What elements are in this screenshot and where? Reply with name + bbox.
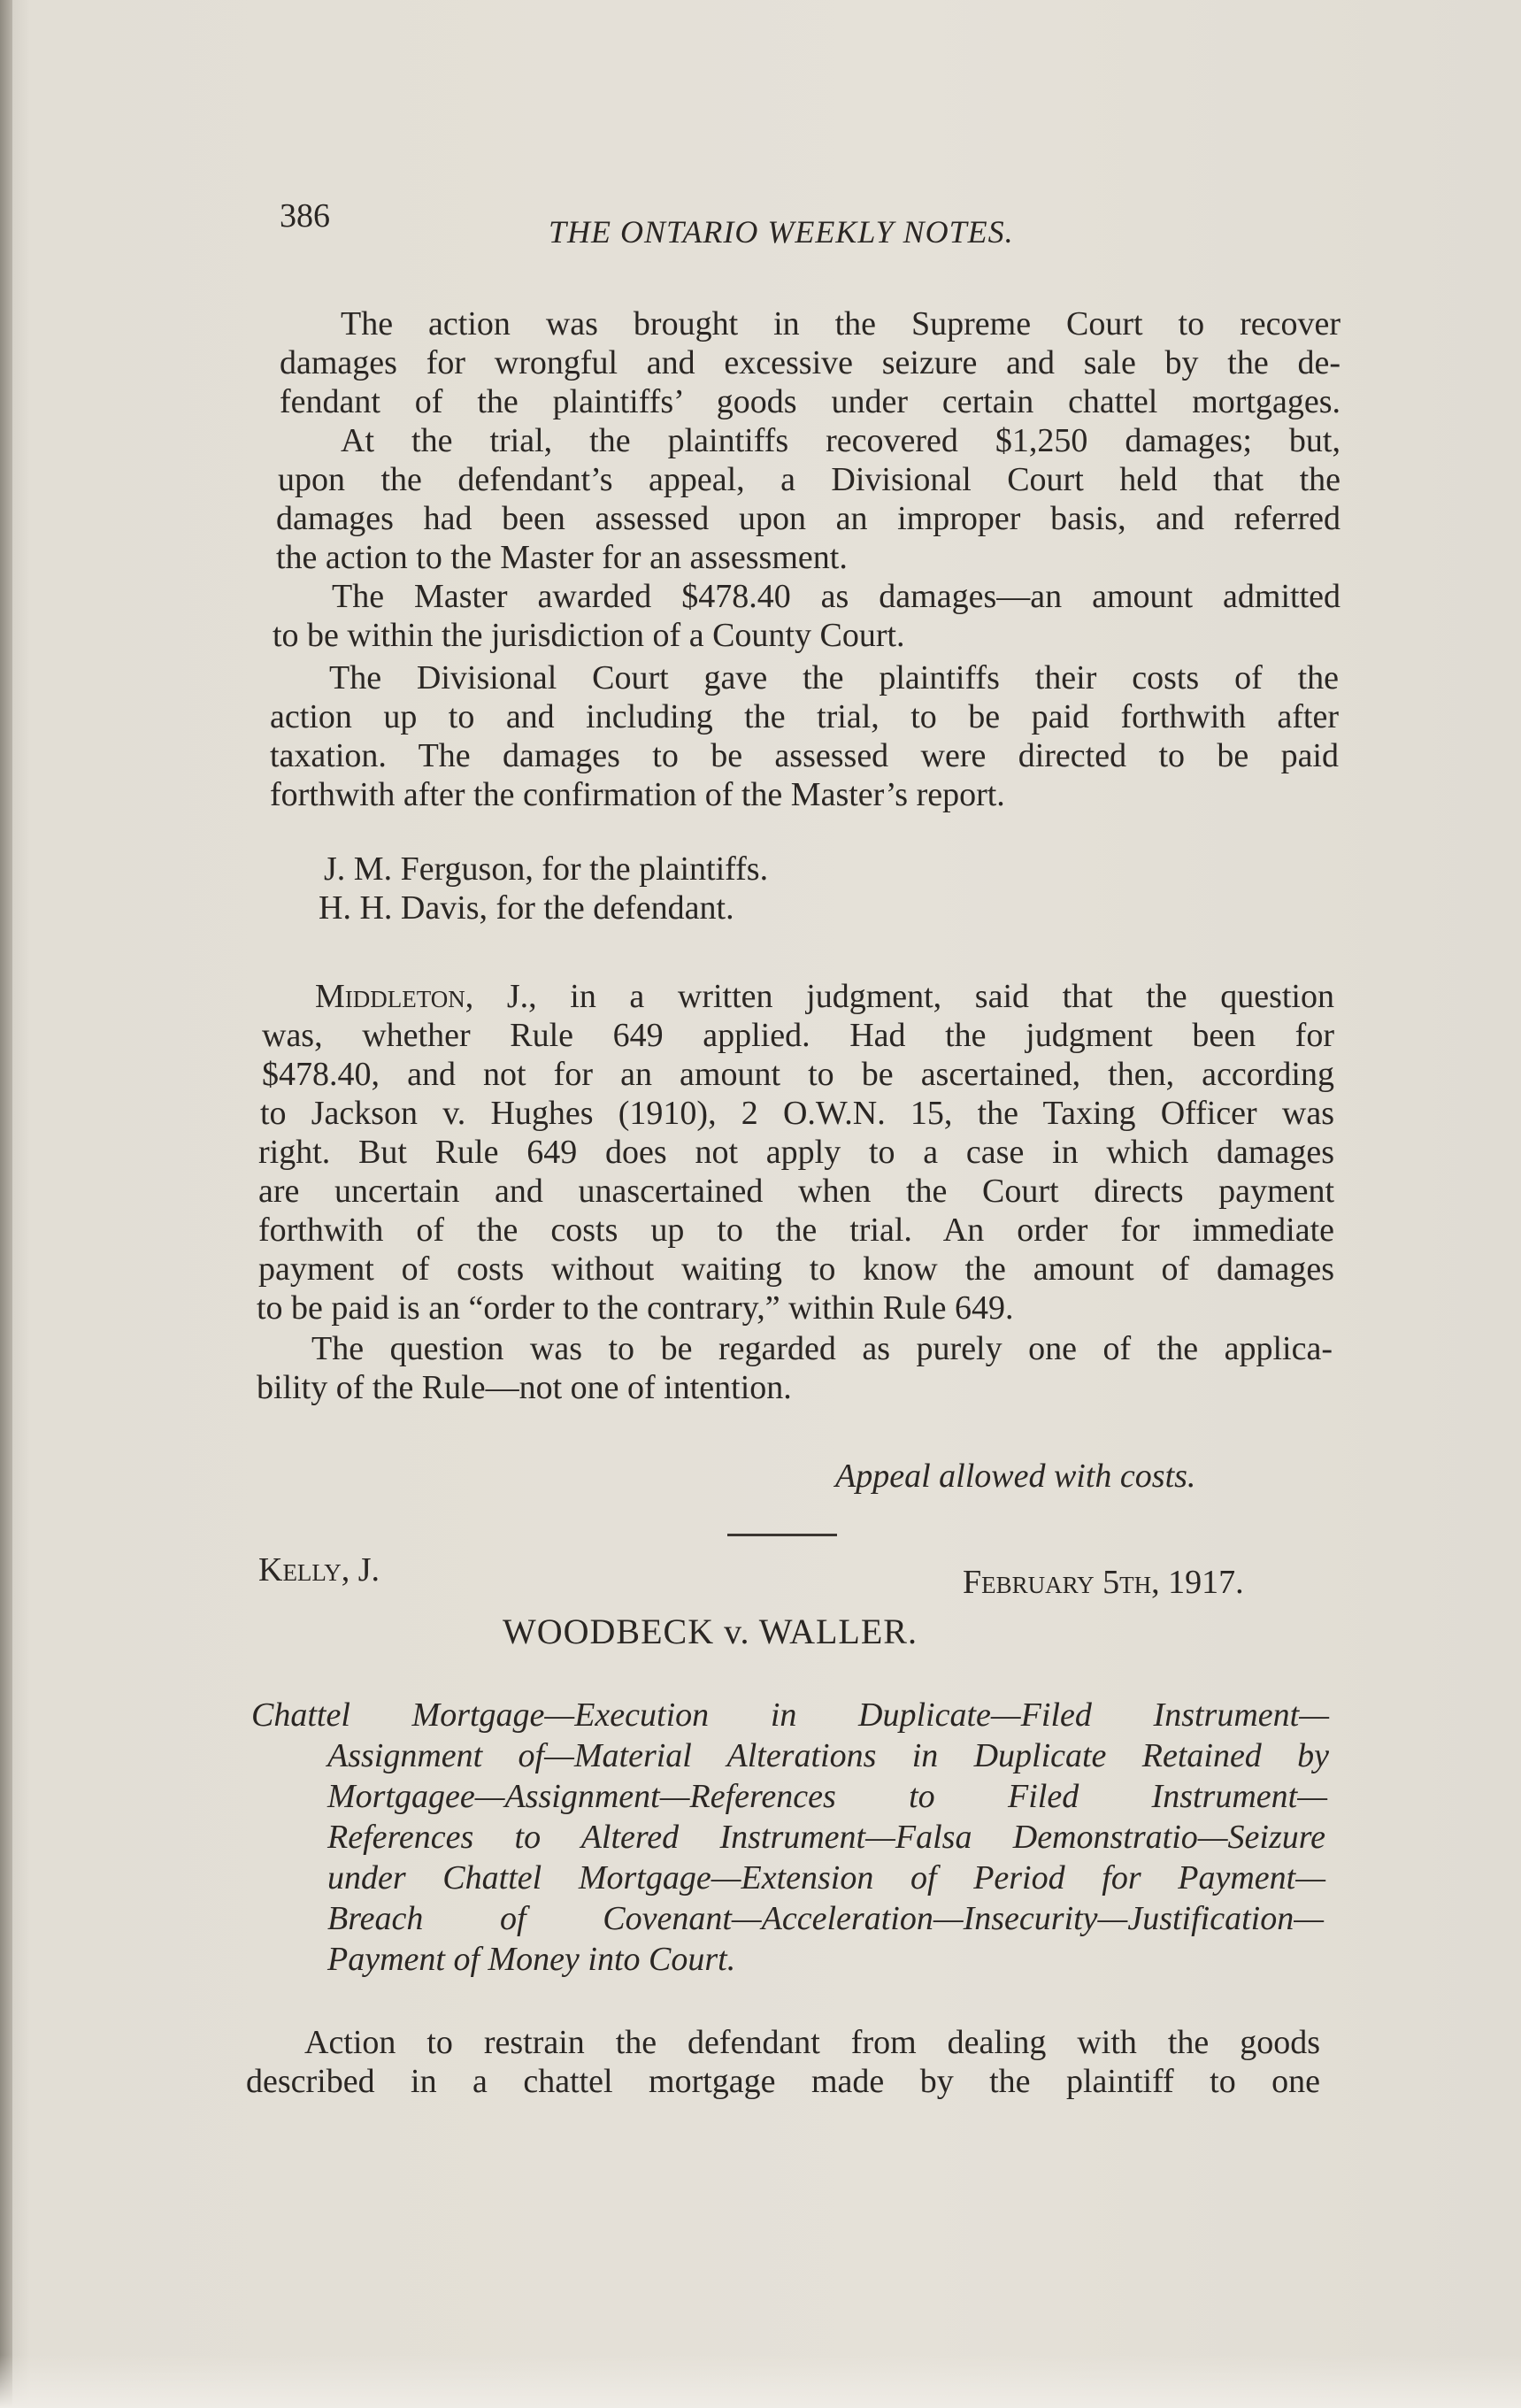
body-line: The action was brought in the Supreme Court to recover xyxy=(341,305,1340,342)
page-number: 386 xyxy=(280,197,330,235)
counsel-line: H. H. Davis, for the defendant. xyxy=(319,889,734,927)
headnote-line: References to Altered Instrument—Falsa Demonstratio—Seizure xyxy=(327,1819,1325,1856)
book-gutter xyxy=(0,0,12,2408)
body-line: to be within the jurisdiction of a County Court. xyxy=(273,617,905,654)
body-line: Middleton, J., in a written judgment, said that the question xyxy=(315,978,1334,1015)
body-line: damages for wrongful and excessive seizure and sale by the de- xyxy=(280,344,1340,381)
case-title: WOODBECK v. WALLER. xyxy=(503,1612,918,1651)
body-line: are uncertain and unascertained when the Court directs payment xyxy=(258,1173,1334,1210)
body-line: described in a chattel mortgage made by the plaintiff to one xyxy=(246,2063,1320,2100)
headnote-line: under Chattel Mortgage—Extension of Period for Payment— xyxy=(327,1859,1325,1896)
body-line: damages had been assessed upon an improper basis, and referred xyxy=(276,500,1340,537)
body-line: upon the defendant’s appeal, a Divisional Court held that the xyxy=(278,461,1340,498)
body-line: action up to and including the trial, to be paid forthwith after xyxy=(270,698,1339,735)
counsel-line: J. M. Ferguson, for the plaintiffs. xyxy=(324,850,769,888)
body-line: the action to the Master for an assessment. xyxy=(276,539,848,576)
decision-date: February 5th, 1917. xyxy=(963,1564,1244,1601)
body-line: fendant of the plaintiffs’ goods under certain chattel mortgages. xyxy=(280,383,1340,420)
headnote-line: Mortgagee—Assignment—References to Filed Instrument— xyxy=(327,1778,1327,1815)
section-divider xyxy=(727,1534,837,1536)
headnote-line: Breach of Covenant—Acceleration—Insecurity—Justification— xyxy=(327,1900,1324,1937)
body-line: payment of costs without waiting to know the amount of damages xyxy=(258,1250,1334,1288)
body-line: to Jackson v. Hughes (1910), 2 O.W.N. 15, the Taxing Officer was xyxy=(260,1095,1334,1132)
body-line: Action to restrain the defendant from dealing with the goods xyxy=(304,2024,1320,2061)
running-title: THE ONTARIO WEEKLY NOTES. xyxy=(549,214,1014,250)
disposition: Appeal allowed with costs. xyxy=(835,1458,1196,1495)
body-line: was, whether Rule 649 applied. Had the judgment been for xyxy=(262,1017,1334,1054)
body-line: forthwith of the costs up to the trial. An order for immediate xyxy=(258,1212,1334,1249)
body-line: $478.40, and not for an amount to be ascertained, then, according xyxy=(262,1056,1334,1093)
body-line: The Divisional Court gave the plaintiffs their costs of the xyxy=(329,659,1339,696)
body-line: taxation. The damages to be assessed were directed to be paid xyxy=(270,737,1339,774)
judge-line: Kelly, J. xyxy=(258,1551,380,1589)
headnote-line: Payment of Money into Court. xyxy=(327,1941,736,1978)
body-line: forthwith after the confirmation of the Master’s report. xyxy=(270,776,1005,813)
headnote-line: Chattel Mortgage—Execution in Duplicate—Filed Instrument— xyxy=(251,1696,1329,1734)
body-line: The Master awarded $478.40 as damages—an amount admitted xyxy=(332,578,1340,615)
body-line: The question was to be regarded as purely one of the applica- xyxy=(311,1330,1333,1367)
judge-name: Middleton xyxy=(315,978,465,1015)
body-line: to be paid is an “order to the contrary,” within Rule 649. xyxy=(257,1289,1014,1327)
page-bottom-edge xyxy=(0,2355,1521,2408)
body-line: right. But Rule 649 does not apply to a case in which damages xyxy=(258,1134,1334,1171)
body-line: bility of the Rule—not one of intention. xyxy=(257,1369,792,1406)
body-line: At the trial, the plaintiffs recovered $1,250 damages; but, xyxy=(341,422,1340,459)
headnote-line: Assignment of—Material Alterations in Duplicate Retained by xyxy=(327,1737,1329,1774)
